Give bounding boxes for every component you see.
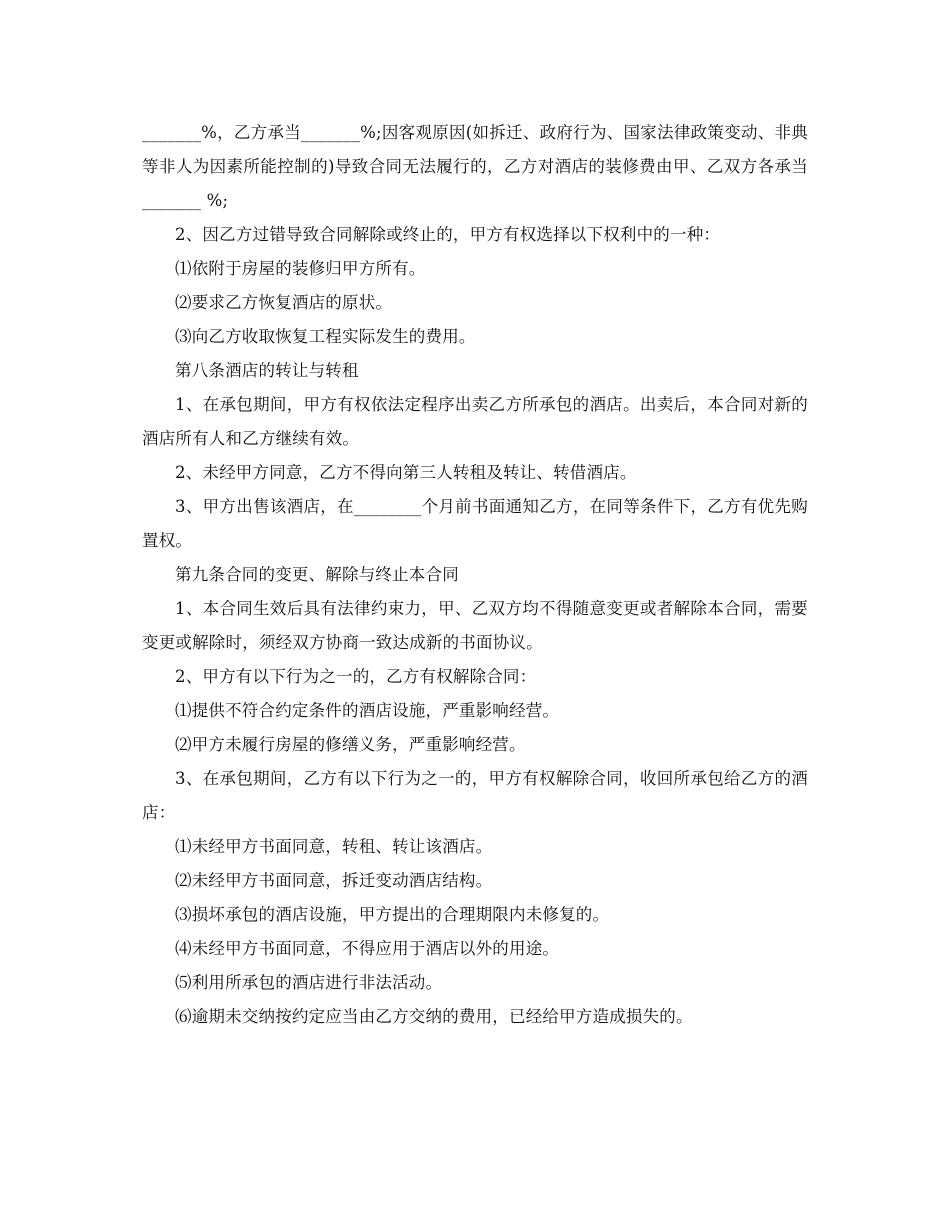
list-item: ⑵要求乙方恢复酒店的原状。 xyxy=(175,293,393,312)
list-item: ⑴提供不符合约定条件的酒店设施，严重影响经营。 xyxy=(175,701,560,720)
list-item: ⑵甲方未履行房屋的修缮义务，严重影响经营。 xyxy=(175,735,526,754)
document-body xyxy=(142,116,808,1034)
list-item: ⑹逾期未交纳按约定应当由乙方交纳的费用，已经给甲方造成损失的。 xyxy=(175,1007,693,1026)
paragraph-article-8-clause-3: 3、甲方出售该酒店，在________个月前书面通知乙方，在同等条件下，乙方有优先购置权。 xyxy=(142,497,808,550)
paragraph-fee-split: _______%，乙方承当_______%;因客观原因(如拆迁、政府行为、国家法律政策变动、非典等非人为因素所能控制的)导致合同无法履行的，乙方对酒店的装修费由甲、乙双方各承当_______ %; xyxy=(142,123,808,210)
section-heading-article-9: 第九条合同的变更、解除与终止本合同 xyxy=(175,565,459,584)
list-item: ⑸利用所承包的酒店进行非法活动。 xyxy=(175,973,443,992)
list-item: ⑴未经甲方书面同意，转租、转让该酒店。 xyxy=(175,837,493,856)
list-item: ⑵未经甲方书面同意，拆迁变动酒店结构。 xyxy=(175,871,493,890)
list-item: ⑴依附于房屋的装修归甲方所有。 xyxy=(175,259,426,278)
list-item: ⑶向乙方收取恢复工程实际发生的费用。 xyxy=(175,327,476,346)
list-item: ⑷未经甲方书面同意，不得应用于酒店以外的用途。 xyxy=(175,939,560,958)
paragraph-article-9-clause-1: 1、本合同生效后具有法律约束力，甲、乙双方均不得随意变更或者解除本合同，需要变更或解除时，须经双方协商一致达成新的书面协议。 xyxy=(142,599,808,652)
paragraph-article-9-clause-2: 2、甲方有以下行为之一的，乙方有权解除合同： xyxy=(175,667,537,686)
paragraph-article-8-clause-1: 1、在承包期间，甲方有权依法定程序出卖乙方所承包的酒店。出卖后，本合同对新的酒店所有人和乙方继续有效。 xyxy=(142,395,808,448)
paragraph-article-9-clause-3: 3、在承包期间，乙方有以下行为之一的，甲方有权解除合同，收回所承包给乙方的酒店： xyxy=(142,769,808,822)
paragraph-clause-2-fault: 2、因乙方过错导致合同解除或终止的，甲方有权选择以下权利中的一种： xyxy=(175,225,721,244)
section-heading-article-8: 第八条酒店的转让与转租 xyxy=(175,361,359,380)
list-item: ⑶损坏承包的酒店设施，甲方提出的合理期限内未修复的。 xyxy=(175,905,610,924)
paragraph-article-8-clause-2: 2、未经甲方同意，乙方不得向第三人转租及转让、转借酒店。 xyxy=(175,463,637,482)
